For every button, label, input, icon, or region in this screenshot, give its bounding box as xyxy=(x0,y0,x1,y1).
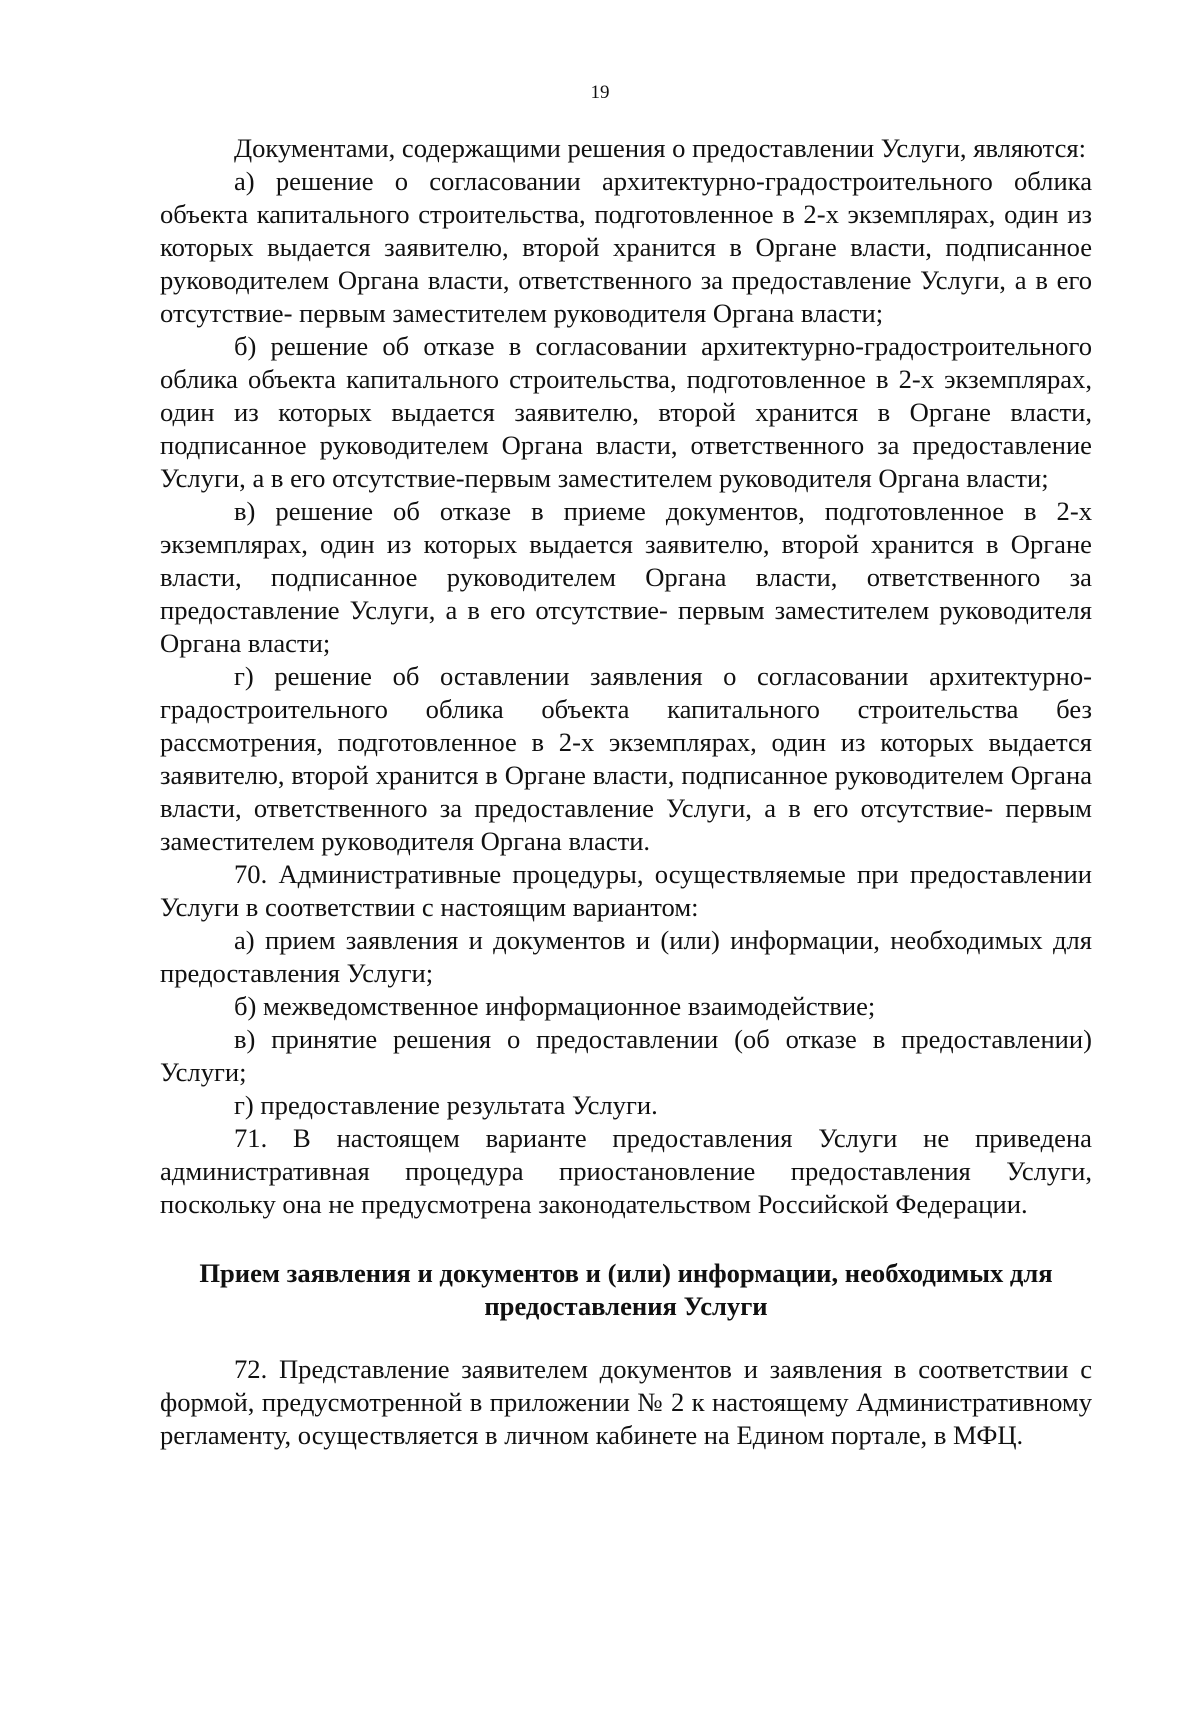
paragraph: б) межведомственное информационное взаимодействие; xyxy=(234,991,876,1021)
paragraph: в) решение об отказе в приеме документов, подготовленное в 2-х экземплярах, один из которых выдается заявителю, второй хранится в Органе власти, подписанное руководителем Органа власти, ответственного за предоставление Услуги, а в его отсутствие- первым заместителем руководителя Органа власти; xyxy=(160,496,1092,658)
paragraph: Документами, содержащими решения о предоставлении Услуги, являются: xyxy=(234,133,1087,163)
page-number: 19 xyxy=(590,82,610,103)
paragraph: г) решение об оставлении заявления о согласовании архитектурно-градостроительного облика объекта капитального строительства без рассмотрения, подготовленное в 2-х экземплярах, один из которых выдается заявителю, второй хранится в Органе власти, подписанное руководителем Органа власти, ответственного за предоставление Услуги, а в его отсутствие- первым заместителем руководителя Органа власти. xyxy=(160,661,1092,856)
document-body xyxy=(160,132,1092,1452)
paragraph: 70. Административные процедуры, осуществляемые при предоставлении Услуги в соответствии с настоящим вариантом: xyxy=(160,859,1092,922)
paragraph: а) прием заявления и документов и (или) информации, необходимых для предоставления Услуги; xyxy=(160,925,1092,988)
paragraph: б) решение об отказе в согласовании архитектурно-градостроительного облика объекта капитального строительства, подготовленное в 2-х экземплярах, один из которых выдается заявителю, второй хранится в Органе власти, подписанное руководителем Органа власти, ответственного за предоставление Услуги, а в его отсутствие-первым заместителем руководителя Органа власти; xyxy=(160,331,1092,493)
section-heading: Прием заявления и документов и (или) информации, необходимых для предоставления Услуги xyxy=(199,1258,1053,1321)
paragraph: 72. Представление заявителем документов и заявления в соответствии с формой, предусмотренной в приложении № 2 к настоящему Административному регламенту, осуществляется в личном кабинете на Едином портале, в МФЦ. xyxy=(160,1354,1092,1450)
paragraph: а) решение о согласовании архитектурно-градостроительного облика объекта капитального строительства, подготовленное в 2-х экземплярах, один из которых выдается заявителю, второй хранится в Органе власти, подписанное руководителем Органа власти, ответственного за предоставление Услуги, а в его отсутствие- первым заместителем руководителя Органа власти; xyxy=(160,166,1092,328)
paragraph: в) принятие решения о предоставлении (об отказе в предоставлении) Услуги; xyxy=(160,1024,1092,1087)
paragraph: г) предоставление результата Услуги. xyxy=(234,1090,658,1120)
paragraph: 71. В настоящем варианте предоставления Услуги не приведена административная процедура приостановление предоставления Услуги, поскольку она не предусмотрена законодательством Российской Федерации. xyxy=(160,1123,1092,1219)
